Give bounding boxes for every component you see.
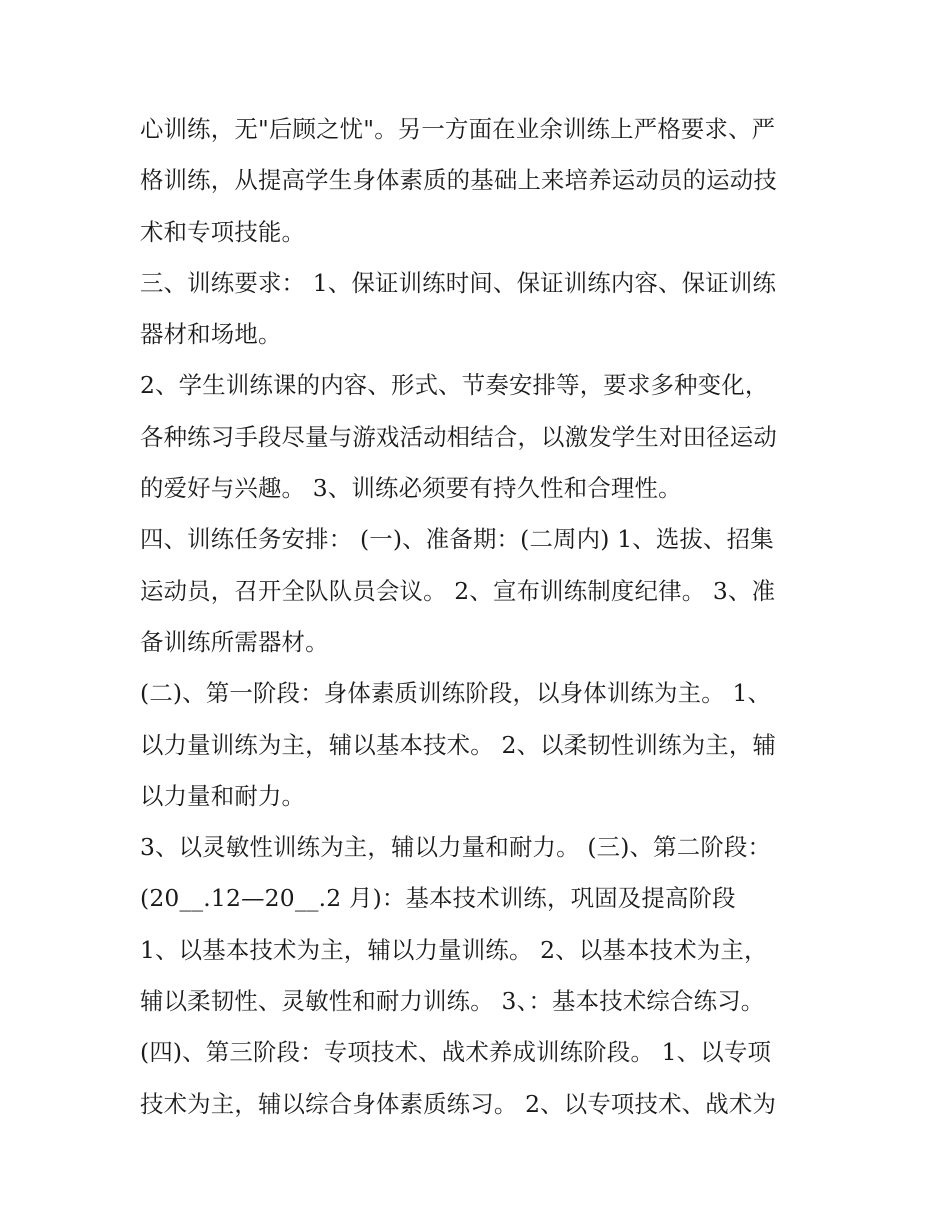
text-line: 3、以灵敏性训练为主，辅以力量和耐力。 (三)、第二阶段： [140,833,772,862]
text-line: 2、学生训练课的内容、形式、节奏安排等，要求多种变化， [140,371,769,400]
text-line: 器材和场地。 [140,320,282,349]
text-line: 辅以柔韧性、灵敏性和耐力训练。 3、：基本技术综合练习。 [140,987,765,1016]
document-body [140,104,820,1130]
text-line: 运动员，召开全队队员会议。 2、宣布训练制度纪律。 3、准 [140,576,776,605]
text-line: 备训练所需器材。 [140,627,329,656]
text-line: (20__.12—20__.2 月)：基本技术训练，巩固及提高阶段 [140,884,736,913]
text-line: 四、训练任务安排： (一)、准备期：(二周内) 1、选拔、招集 [140,525,774,554]
text-line: 以力量和耐力。 [140,781,306,810]
text-line: 1、以基本技术为主，辅以力量训练。 2、以基本技术为主， [140,935,768,964]
text-line: 心训练，无"后顾之忧"。另一方面在业余训练上严格要求、严 [140,115,776,143]
text-line: 格训练，从提高学生身体素质的基础上来培养运动员的运动技 [140,166,777,195]
text-line: (四)、第三阶段：专项技术、战术养成训练阶段。 1、以专项 [140,1038,772,1067]
text-line: 技术为主，辅以综合身体素质练习。 2、以专项技术、战术为 [140,1089,777,1118]
text-line: 的爱好与兴趣。 3、训练必须要有持久性和合理性。 [140,474,682,503]
text-line: (二)、第一阶段：身体素质训练阶段，以身体训练为主。 1、 [140,679,772,708]
text-line: 以力量训练为主，辅以基本技术。 2、以柔韧性训练为主，辅 [140,730,777,759]
text-line: 各种练习手段尽量与游戏活动相结合，以激发学生对田径运动 [140,422,777,451]
text-line: 三、训练要求： 1、保证训练时间、保证训练内容、保证训练 [140,268,777,297]
text-line: 术和专项技能。 [140,217,306,246]
